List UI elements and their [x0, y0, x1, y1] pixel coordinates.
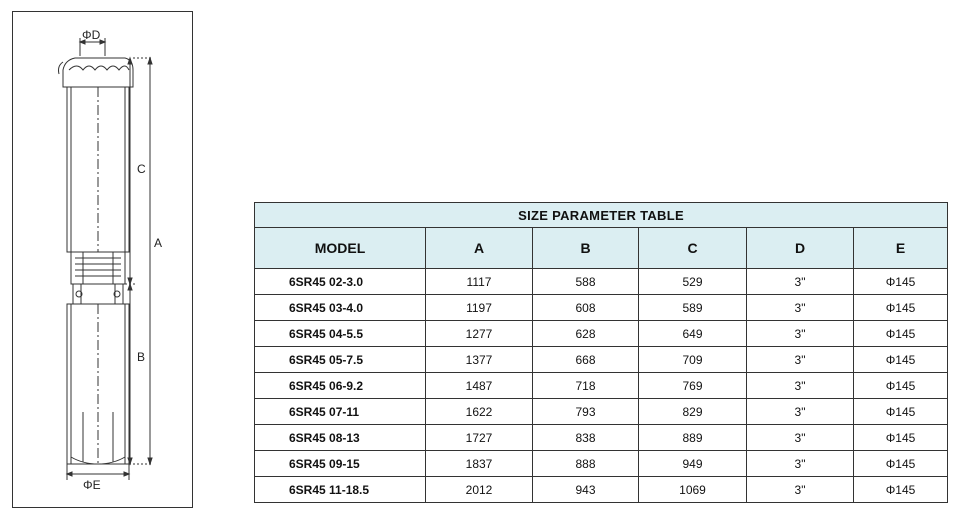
- table-row: [255, 321, 948, 347]
- table-row: [255, 373, 948, 399]
- table-cell-e: Φ145: [854, 269, 948, 295]
- table-cell-model: 6SR45 03-4.0: [255, 295, 426, 321]
- table-cell-d: 3": [747, 321, 854, 347]
- table-cell-b: 943: [533, 477, 639, 503]
- table-body: [255, 269, 948, 503]
- table-cell-e: Φ145: [854, 295, 948, 321]
- table-cell-b: 628: [533, 321, 639, 347]
- table-cell-model: 6SR45 02-3.0: [255, 269, 426, 295]
- table-cell-b: 588: [533, 269, 639, 295]
- dimension-label-e: ΦE: [83, 478, 101, 492]
- table-row: [255, 399, 948, 425]
- table-cell-b: 718: [533, 373, 639, 399]
- table-cell-e: Φ145: [854, 451, 948, 477]
- table-cell-model: 6SR45 09-15: [255, 451, 426, 477]
- table-row: [255, 347, 948, 373]
- table-cell-d: 3": [747, 425, 854, 451]
- column-header-b: B: [533, 228, 639, 269]
- table-cell-e: Φ145: [854, 425, 948, 451]
- table-cell-model: 6SR45 11-18.5: [255, 477, 426, 503]
- table-cell-e: Φ145: [854, 399, 948, 425]
- table-cell-model: 6SR45 06-9.2: [255, 373, 426, 399]
- table-cell-c: 649: [639, 321, 747, 347]
- pump-drawing-panel: [12, 11, 193, 508]
- table-row: [255, 477, 948, 503]
- table-cell-c: 529: [639, 269, 747, 295]
- table-row: [255, 425, 948, 451]
- table-cell-model: 6SR45 08-13: [255, 425, 426, 451]
- table-cell-a: 1622: [426, 399, 533, 425]
- column-header-e: E: [854, 228, 948, 269]
- table-cell-d: 3": [747, 269, 854, 295]
- size-parameter-table: [254, 202, 948, 503]
- table-cell-b: 608: [533, 295, 639, 321]
- table-cell-a: 1277: [426, 321, 533, 347]
- table-row: [255, 295, 948, 321]
- table-row: [255, 451, 948, 477]
- column-header-a: A: [426, 228, 533, 269]
- table-cell-a: 1117: [426, 269, 533, 295]
- table-title: SIZE PARAMETER TABLE: [255, 203, 948, 228]
- table-cell-a: 1377: [426, 347, 533, 373]
- table-cell-b: 668: [533, 347, 639, 373]
- column-header-d: D: [747, 228, 854, 269]
- table-cell-model: 6SR45 07-11: [255, 399, 426, 425]
- table-cell-e: Φ145: [854, 347, 948, 373]
- table-cell-d: 3": [747, 451, 854, 477]
- table-cell-c: 769: [639, 373, 747, 399]
- table-cell-e: Φ145: [854, 321, 948, 347]
- dimension-label-b: B: [137, 350, 146, 364]
- table-cell-d: 3": [747, 295, 854, 321]
- table-cell-b: 793: [533, 399, 639, 425]
- table-cell-c: 829: [639, 399, 747, 425]
- table-cell-c: 889: [639, 425, 747, 451]
- table-cell-d: 3": [747, 373, 854, 399]
- column-header-model: MODEL: [255, 228, 426, 269]
- table-cell-d: 3": [747, 347, 854, 373]
- table-cell-b: 838: [533, 425, 639, 451]
- dimension-label-a: A: [154, 236, 163, 250]
- table-cell-a: 1727: [426, 425, 533, 451]
- table-cell-a: 1487: [426, 373, 533, 399]
- dimension-label-d: ΦD: [82, 28, 101, 42]
- table-cell-c: 589: [639, 295, 747, 321]
- table-row: [255, 269, 948, 295]
- table-header-row: [255, 228, 948, 269]
- table-cell-d: 3": [747, 477, 854, 503]
- table-cell-model: 6SR45 04-5.5: [255, 321, 426, 347]
- table-cell-d: 3": [747, 399, 854, 425]
- table-cell-e: Φ145: [854, 373, 948, 399]
- table-cell-c: 1069: [639, 477, 747, 503]
- table-cell-model: 6SR45 05-7.5: [255, 347, 426, 373]
- table-cell-a: 2012: [426, 477, 533, 503]
- table-cell-e: Φ145: [854, 477, 948, 503]
- dimension-label-c: C: [137, 162, 146, 176]
- table-cell-c: 709: [639, 347, 747, 373]
- column-header-c: C: [639, 228, 747, 269]
- pump-dimension-drawing: [13, 12, 194, 509]
- table-cell-c: 949: [639, 451, 747, 477]
- table-cell-b: 888: [533, 451, 639, 477]
- table-cell-a: 1197: [426, 295, 533, 321]
- table-cell-a: 1837: [426, 451, 533, 477]
